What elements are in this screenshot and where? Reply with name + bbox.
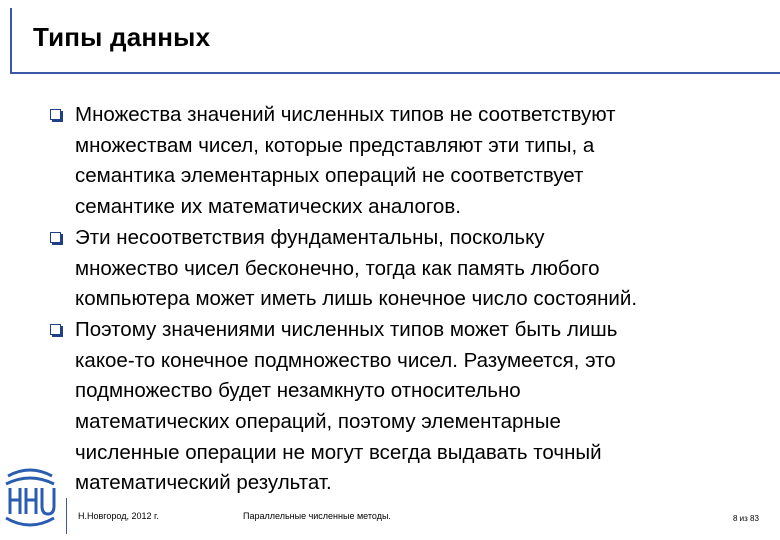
footer-location: Н.Новгород, 2012 г. bbox=[78, 511, 159, 521]
checkbox-bullet-icon bbox=[50, 232, 61, 243]
page-number: 8 из 83 bbox=[733, 514, 759, 523]
bullet-line: Эти несоответствия фундаментальны, поскольку bbox=[75, 225, 545, 249]
bullet-line: какое-то конечное подмножество чисел. Разумеется, это bbox=[75, 348, 616, 372]
university-logo-icon bbox=[2, 466, 58, 528]
slide-title: Типы данных bbox=[33, 22, 211, 52]
bullet-line: математических операций, поэтому элементарные bbox=[75, 410, 561, 434]
bullet-line: семантика элементарных операций не соответствует bbox=[75, 164, 584, 188]
bullet-item bbox=[50, 100, 765, 223]
bullet-line: компьютера может иметь лишь конечное число состояний. bbox=[75, 287, 638, 311]
bullet-line: численные операции не могут всегда выдавать точный bbox=[75, 440, 602, 464]
checkbox-bullet-icon bbox=[50, 109, 61, 120]
bullet-list bbox=[50, 100, 765, 499]
bullet-line: математический результат. bbox=[75, 471, 332, 495]
bullet-line: Поэтому значениями численных типов может быть лишь bbox=[75, 317, 618, 341]
bullet-line: множествам чисел, которые представляют эти типы, а bbox=[75, 133, 595, 157]
bullet-line: Множества значений численных типов не соответствуют bbox=[75, 103, 616, 126]
footer-divider bbox=[66, 498, 67, 534]
bullet-item bbox=[50, 315, 765, 499]
bullet-item bbox=[50, 223, 765, 315]
bullet-line: подмножество будет незамкнуто относительно bbox=[75, 379, 521, 403]
bullet-line: семантике их математических аналогов. bbox=[75, 195, 461, 219]
footer-course-title: Параллельные численные методы. bbox=[243, 511, 391, 521]
bullet-line: множество чисел бесконечно, тогда как память любого bbox=[75, 256, 600, 280]
checkbox-bullet-icon bbox=[50, 324, 61, 335]
